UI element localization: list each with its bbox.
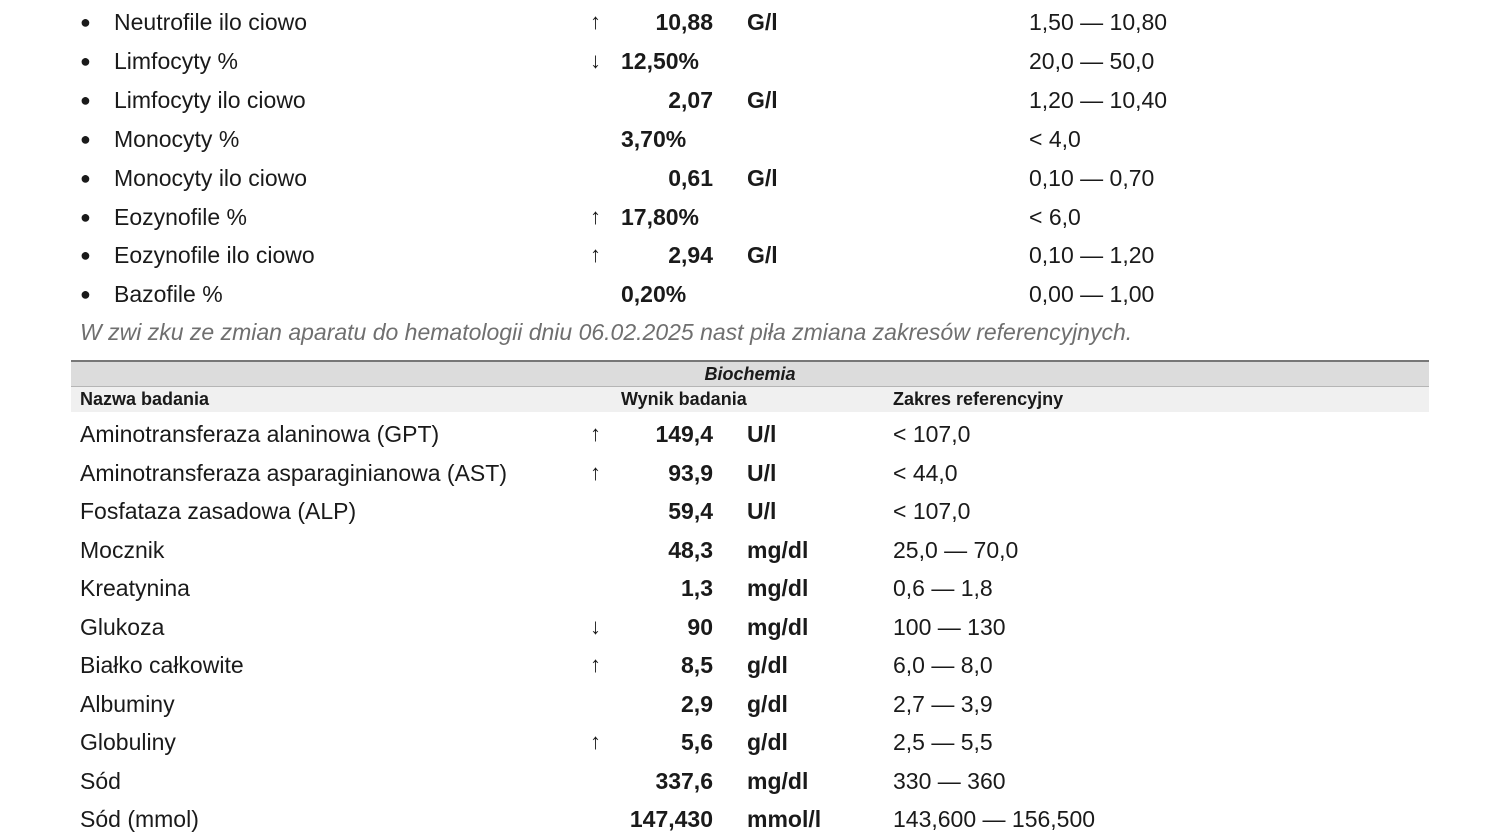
reference-range: 2,7 — 3,9 [893,690,993,717]
table-row [0,647,1500,683]
reference-range: 0,10 — 0,70 [1029,164,1155,191]
table-row [0,570,1500,606]
reference-range: 0,6 — 1,8 [893,575,993,601]
test-name: Limfocyty ilo ciowo [114,86,306,113]
test-unit: mg/dl [747,575,809,601]
reference-range: < 107,0 [893,421,971,447]
table-row [0,4,1500,40]
test-unit: g/dl [747,729,788,755]
test-value: 90 [687,613,713,640]
flag-arrow-icon: ↑ [590,9,601,34]
test-value: 2,07 [668,86,713,113]
header-result: Wynik badania [621,389,747,409]
flag-arrow-icon: ↓ [590,613,601,639]
test-name: Fosfataza zasadowa (ALP) [80,498,357,524]
test-value: 0,20% [621,281,687,308]
header-reference-range: Zakres referencyjny [893,389,1064,409]
bullet-icon: ● [80,128,91,149]
table-row [0,532,1500,568]
test-name: Limfocyty % [114,47,238,74]
reference-range: 330 — 360 [893,767,1006,794]
flag-arrow-icon: ↑ [590,242,601,268]
table-row [0,686,1500,722]
reference-range: < 107,0 [893,498,971,524]
reference-range: 20,0 — 50,0 [1029,47,1155,74]
table-row [0,160,1500,196]
test-unit: G/l [747,242,778,269]
test-unit: mg/dl [747,536,809,563]
reference-range: 25,0 — 70,0 [893,536,1019,563]
reference-range-note: W zwi zku ze zmian aparatu do hematologii dniu 06.02.2025 nast piła zmiana zakresów referencyjnych. [80,319,1133,345]
table-row [0,416,1500,452]
flag-arrow-icon: ↑ [590,652,601,677]
table-row [0,237,1500,273]
test-value: 147,430 [629,806,713,832]
test-value: 3,70% [621,125,687,152]
bullet-icon: ● [80,167,91,188]
test-value: 48,3 [668,536,713,563]
test-name: Globuliny [80,729,176,755]
flag-arrow-icon: ↑ [590,203,601,229]
bullet-icon: ● [80,284,91,305]
table-row [0,121,1500,157]
bullet-icon: ● [80,50,91,71]
test-unit: U/l [747,459,777,486]
reference-range: 0,10 — 1,20 [1029,242,1155,269]
flag-arrow-icon: ↑ [590,421,601,446]
table-row [0,43,1500,79]
table-row [0,276,1500,312]
table-row [0,82,1500,118]
test-name: Aminotransferaza asparaginianowa (AST) [80,459,507,486]
flag-arrow-icon: ↑ [590,459,601,485]
test-value: 5,6 [681,729,713,755]
test-unit: mmol/l [747,806,822,832]
test-value: 59,4 [668,498,713,524]
reference-range: < 4,0 [1029,125,1081,152]
test-value: 149,4 [655,421,713,447]
bullet-icon: ● [80,206,91,227]
test-name: Mocznik [80,536,165,563]
test-unit: U/l [747,498,777,524]
reference-range: 100 — 130 [893,613,1006,640]
test-unit: G/l [747,164,778,191]
test-value: 10,88 [655,9,713,35]
test-unit: G/l [747,9,778,35]
table-row [0,801,1500,837]
bullet-icon: ● [80,245,91,266]
test-name: Monocyty ilo ciowo [114,164,308,191]
table-row [0,199,1500,235]
test-name: Sód (mmol) [80,806,199,832]
test-value: 1,3 [681,575,713,601]
test-name: Monocyty % [114,125,240,152]
reference-range: 1,20 — 10,40 [1029,86,1168,113]
table-row [0,455,1500,491]
test-value: 0,61 [668,164,713,191]
table-row [0,724,1500,760]
test-value: 17,80% [621,203,700,230]
test-unit: g/dl [747,652,788,678]
test-name: Aminotransferaza alaninowa (GPT) [80,421,440,447]
reference-range: 2,5 — 5,5 [893,729,993,755]
test-unit: mg/dl [747,767,809,794]
test-name: Kreatynina [80,575,190,601]
test-name: Bazofile % [114,281,223,308]
flag-arrow-icon: ↑ [590,729,601,754]
test-name: Neutrofile ilo ciowo [114,9,308,35]
header-test-name: Nazwa badania [80,389,210,409]
test-name: Glukoza [80,613,165,640]
reference-range: < 44,0 [893,459,958,486]
test-unit: U/l [747,421,777,447]
table-row [0,493,1500,529]
test-value: 8,5 [681,652,713,678]
test-name: Eozynofile ilo ciowo [114,242,315,269]
reference-range: < 6,0 [1029,203,1081,230]
table-row [0,609,1500,645]
reference-range: 143,600 — 156,500 [893,806,1096,832]
test-name: Eozynofile % [114,203,247,230]
test-unit: g/dl [747,690,788,717]
test-value: 2,9 [681,690,713,717]
reference-range: 6,0 — 8,0 [893,652,993,678]
section-title-biochemia: Biochemia [71,360,1429,386]
test-value: 93,9 [668,459,713,486]
test-name: Białko całkowite [80,652,244,678]
bullet-icon: ● [80,89,91,110]
bullet-icon: ● [80,12,91,32]
reference-range: 1,50 — 10,80 [1029,9,1168,35]
reference-range: 0,00 — 1,00 [1029,281,1155,308]
table-row [0,763,1500,799]
flag-arrow-icon: ↓ [590,47,601,73]
test-unit: G/l [747,86,778,113]
test-name: Sód [80,767,121,794]
table-header [71,386,1429,412]
test-name: Albuminy [80,690,175,717]
test-value: 2,94 [668,242,713,269]
test-value: 12,50% [621,47,700,74]
test-value: 337,6 [655,767,713,794]
test-unit: mg/dl [747,613,809,640]
